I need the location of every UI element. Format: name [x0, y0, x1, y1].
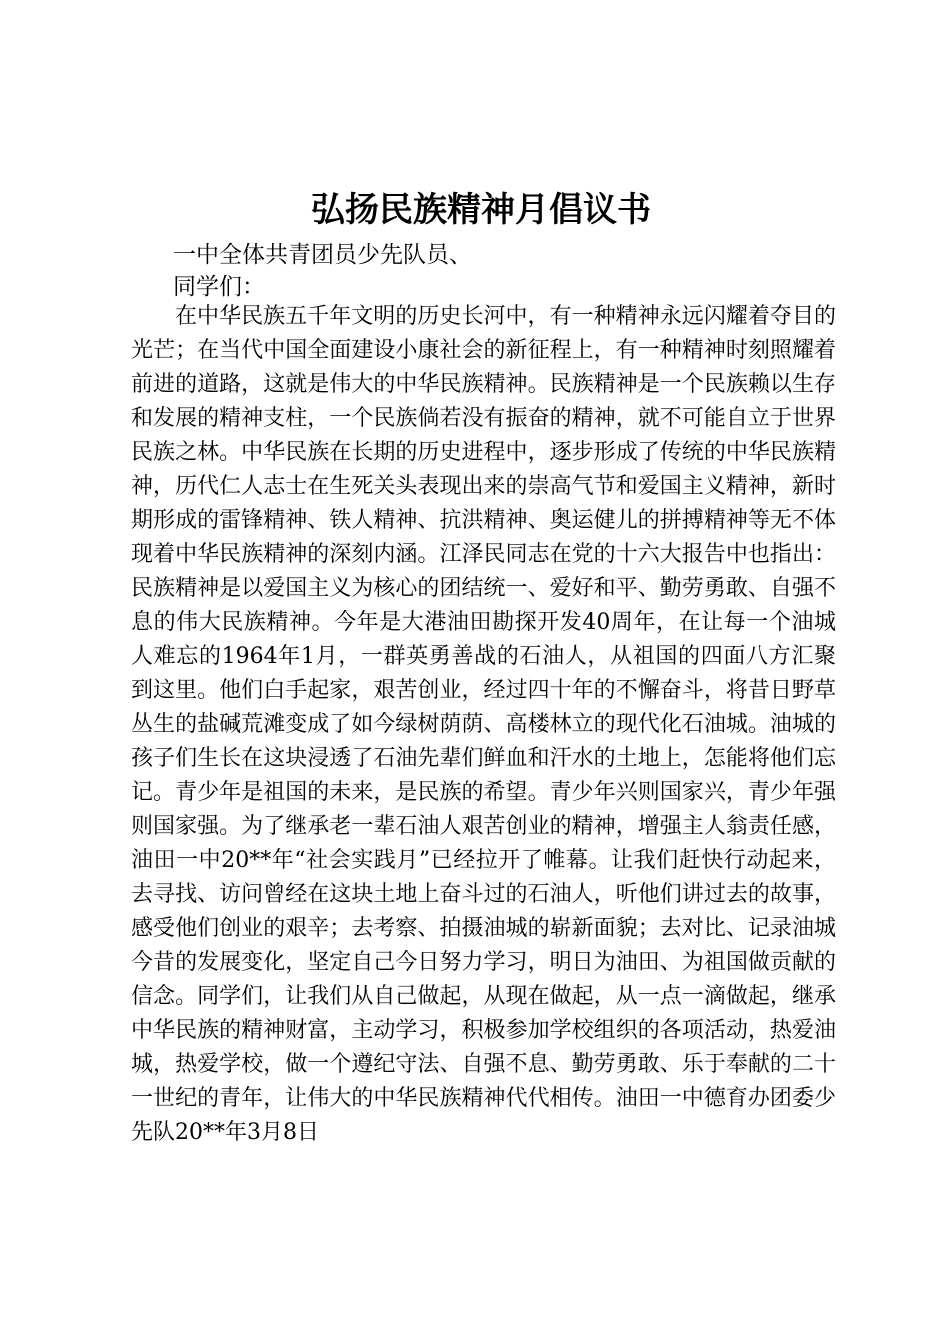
- addressee-line-2: 同学们：: [173, 274, 265, 300]
- document-page: [131, 0, 836, 1344]
- addressee-line-1: 一中全体共青团员少先队员、: [173, 242, 472, 268]
- document-title: 弘扬民族精神月倡议书: [311, 190, 651, 230]
- body-paragraph: 在中华民族五千年文明的历史长河中，有一种精神永远闪耀着夺目的光芒；在当代中国全面建设小康社会的新征程上，有一种精神时刻照耀着前进的道路，这就是伟大的中华民族精神。民族精神是一个民族赖以生存和发展的精神支柱，一个民族倘若没有振奋的精神，就不可能自立于世界民族之林。中华民族在长期的历史进程中，逐步形成了传统的中华民族精神，历代仁人志士在生死关头表现出来的崇高气节和爱国主义精神，新时期形成的雷锋精神、铁人精神、抗洪精神、奥运健儿的拼搏精神等无不体现着中华民族精神的深刻内涵。江泽民同志在党的十六大报告中也指出：民族精神是以爱国主义为核心的团结统一、爱好和平、勤劳勇敢、自强不息的伟大民族精神。今年是大港油田勘探开发40周年，在让每一个油城人难忘的1964年1月，一群英勇善战的石油人，从祖国的四面八方汇聚到这里。他们白手起家，艰苦创业，经过四十年的不懈奋斗，将昔日野草丛生的盐碱荒滩变成了如今绿树荫荫、高楼林立的现代化石油城。油城的孩子们生长在这块浸透了石油先辈们鲜血和汗水的土地上，怎能将他们忘记。青少年是祖国的未来，是民族的希望。青少年兴则国家兴，青少年强则国家强。为了继承老一辈石油人艰苦创业的精神，增强主人翁责任感，油田一中20**年“社会实践月”已经拉开了帷幕。让我们赶快行动起来，去寻找、访问曾经在这块土地上奋斗过的石油人，听他们讲过去的故事，感受他们创业的艰辛；去考察、拍摄油城的崭新面貌；去对比、记录油城今昔的发展变化，坚定自己今日努力学习，明日为油田、为祖国做贡献的信念。同学们，让我们从自己做起，从现在做起，从一点一滴做起，继承中华民族的精神财富，主动学习，积极参加学校组织的各项活动，热爱油城，热爱学校，做一个遵纪守法、自强不息、勤劳勇敢、乐于奉献的二十一世纪的青年，让伟大的中华民族精神代代相传。油田一中德育办团委少先队20**年3月8日: [131, 304, 836, 1145]
